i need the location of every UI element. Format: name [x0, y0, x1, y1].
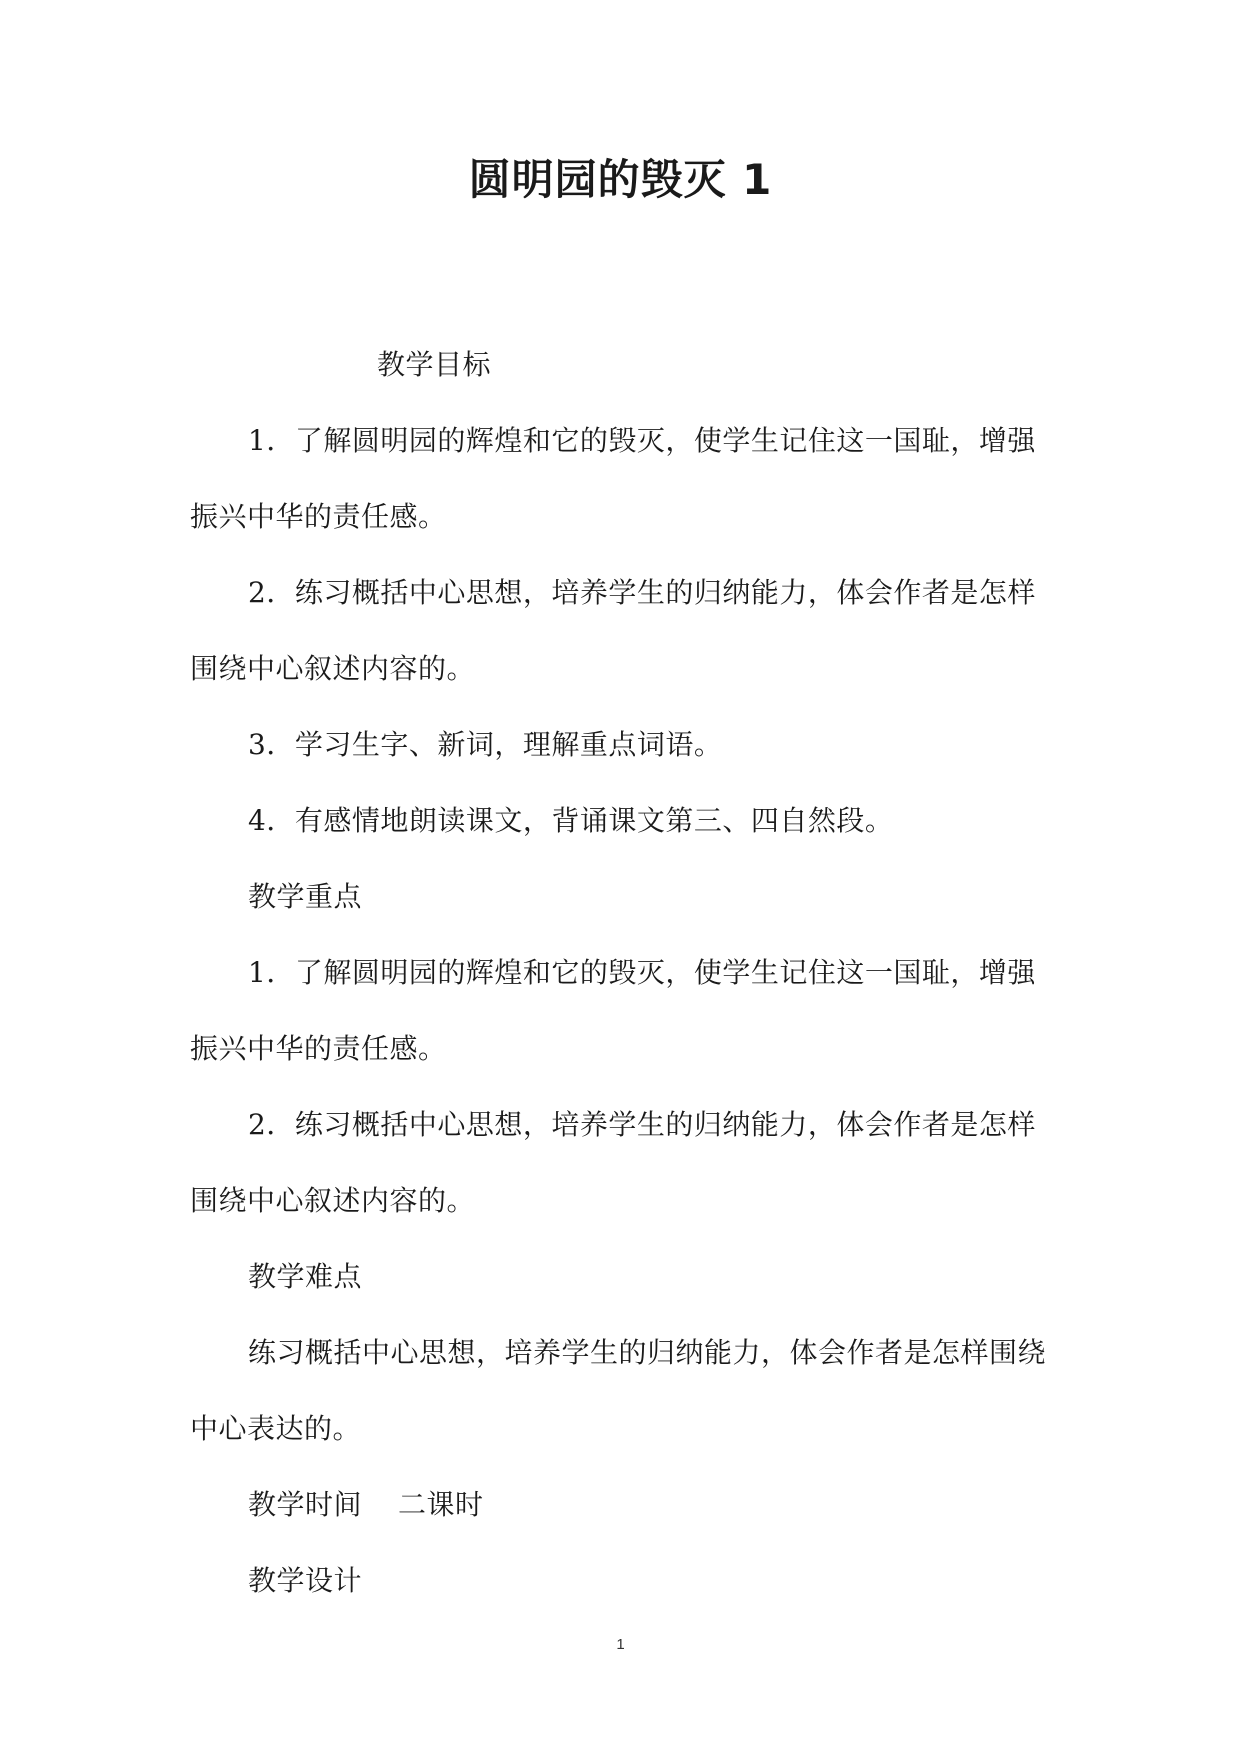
- keypoint-2: 2．练习概括中心思想，培养学生的归纳能力，体会作者是怎样围绕中心叙述内容的。: [190, 1108, 1036, 1217]
- document-body: [190, 327, 1056, 1619]
- difficulty-heading: 教学难点: [248, 1260, 363, 1293]
- keypoints-heading: 教学重点: [248, 880, 363, 913]
- objective-3: 3．学习生字、新词，理解重点词语。: [248, 728, 723, 761]
- document-title: 圆明园的毁灭 1: [468, 155, 773, 204]
- keypoint-1: 1．了解圆明园的辉煌和它的毁灭，使学生记住这一国耻，增强振兴中华的责任感。: [190, 956, 1036, 1065]
- objectives-heading: 教学目标: [377, 348, 492, 381]
- page-number: 1: [616, 1636, 625, 1653]
- objective-1: 1．了解圆明园的辉煌和它的毁灭，使学生记住这一国耻，增强振兴中华的责任感。: [190, 424, 1036, 533]
- objective-2: 2．练习概括中心思想，培养学生的归纳能力，体会作者是怎样围绕中心叙述内容的。: [190, 576, 1036, 685]
- time-value: 二课时: [398, 1488, 484, 1521]
- difficulty-text: 练习概括中心思想，培养学生的归纳能力，体会作者是怎样围绕中心表达的。: [190, 1336, 1047, 1445]
- teaching-time: [190, 1467, 1056, 1543]
- objective-4: 4．有感情地朗读课文，背诵课文第三、四自然段。: [248, 804, 894, 837]
- design-heading: 教学设计: [248, 1564, 363, 1597]
- time-label: 教学时间: [248, 1488, 363, 1521]
